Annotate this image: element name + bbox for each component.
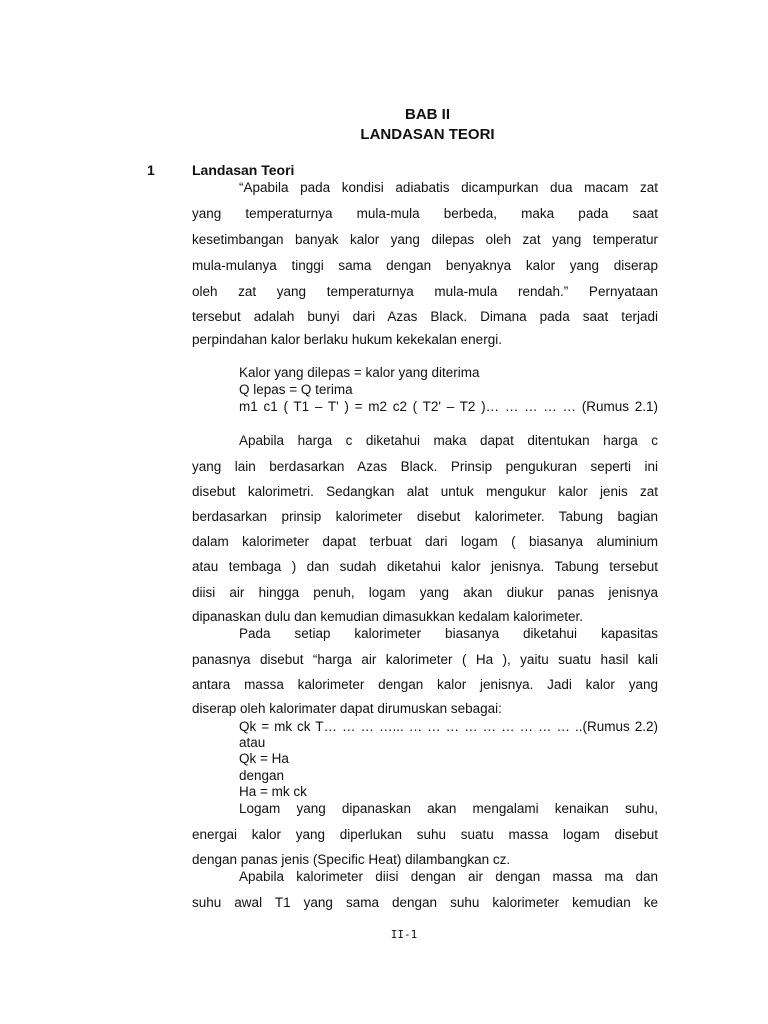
page-number: II-1	[390, 928, 418, 941]
paragraph-line: berdasarkan prinsip kalorimeter disebut kalorimeter. Tabung bagian	[192, 509, 658, 524]
formula-line: Kalor yang dilepas = kalor yang diterima	[239, 365, 480, 380]
chapter-heading: BAB II	[405, 106, 450, 123]
paragraph-line: atau tembaga ) dan sudah diketahui kalor jenisnya. Tabung tersebut	[192, 559, 658, 574]
paragraph-line: Logam yang dipanaskan akan mengalami kenaikan suhu,	[239, 801, 658, 816]
chapter-title: LANDASAN TEORI	[360, 126, 495, 143]
paragraph-line: Pada setiap kalorimeter biasanya diketahui kapasitas	[239, 626, 658, 641]
paragraph-line: suhu awal T1 yang sama dengan suhu kalorimeter kemudian ke	[192, 895, 658, 910]
paragraph-line: dalam kalorimeter dapat terbuat dari logam ( biasanya aluminium	[192, 534, 658, 549]
paragraph-line: yang lain berdasarkan Azas Black. Prinsip pengukuran seperti ini	[192, 459, 658, 474]
paragraph-line: dipanaskan dulu dan kemudian dimasukkan kedalam kalorimeter.	[192, 609, 583, 624]
formula-line: dengan	[239, 768, 285, 783]
paragraph-line: mula-mulanya tinggi sama dengan benyaknya kalor yang diserap	[192, 258, 658, 273]
paragraph-line: Apabila kalorimeter diisi dengan air dengan massa ma dan	[239, 869, 658, 884]
paragraph-line: diserap oleh kalorimater dapat dirumuskan sebagai:	[192, 701, 502, 716]
paragraph-line: disebut kalorimetri. Sedangkan alat untuk mengukur kalor jenis zat	[192, 484, 658, 499]
paragraph-line: yang temperaturnya mula-mula berbeda, maka pada saat	[192, 206, 658, 221]
section-number: 1	[147, 162, 155, 178]
formula-line: atau	[239, 735, 266, 750]
paragraph-line: kesetimbangan banyak kalor yang dilepas oleh zat yang temperatur	[192, 232, 658, 247]
formula-line: Q lepas = Q terima	[239, 382, 353, 397]
formula-line: m1 c1 ( T1 – T' ) = m2 c2 ( T2' – T2 )… … … … … (Rumus 2.1)	[239, 399, 658, 414]
formula-line: Qk = mk ck T… … … …... … … … … … … … … … ..(Rumus 2.2)	[239, 719, 658, 734]
formula-line: Ha = mk ck	[239, 784, 307, 799]
paragraph-line: diisi air hingga penuh, logam yang akan diukur panas jenisnya	[192, 585, 658, 600]
paragraph-line: tersebut adalah bunyi dari Azas Black. Dimana pada saat terjadi	[192, 309, 658, 324]
paragraph-line: antara massa kalorimeter dengan kalor jenisnya. Jadi kalor yang	[192, 677, 658, 692]
section-title: Landasan Teori	[192, 162, 295, 178]
paragraph-line: perpindahan kalor berlaku hukum kekekalan energi.	[192, 332, 502, 347]
paragraph-line: oleh zat yang temperaturnya mula-mula rendah.” Pernyataan	[192, 284, 658, 299]
paragraph-line: “Apabila pada kondisi adiabatis dicampurkan dua macam zat	[239, 180, 658, 195]
paragraph-line: Apabila harga c diketahui maka dapat ditentukan harga c	[239, 433, 658, 448]
paragraph-line: panasnya disebut “harga air kalorimeter ( Ha ), yaitu suatu hasil kali	[192, 652, 658, 667]
formula-line: Qk = Ha	[239, 751, 289, 766]
paragraph-line: dengan panas jenis (Specific Heat) dilambangkan cz.	[192, 852, 511, 867]
paragraph-line: energai kalor yang diperlukan suhu suatu massa logam disebut	[192, 827, 658, 842]
